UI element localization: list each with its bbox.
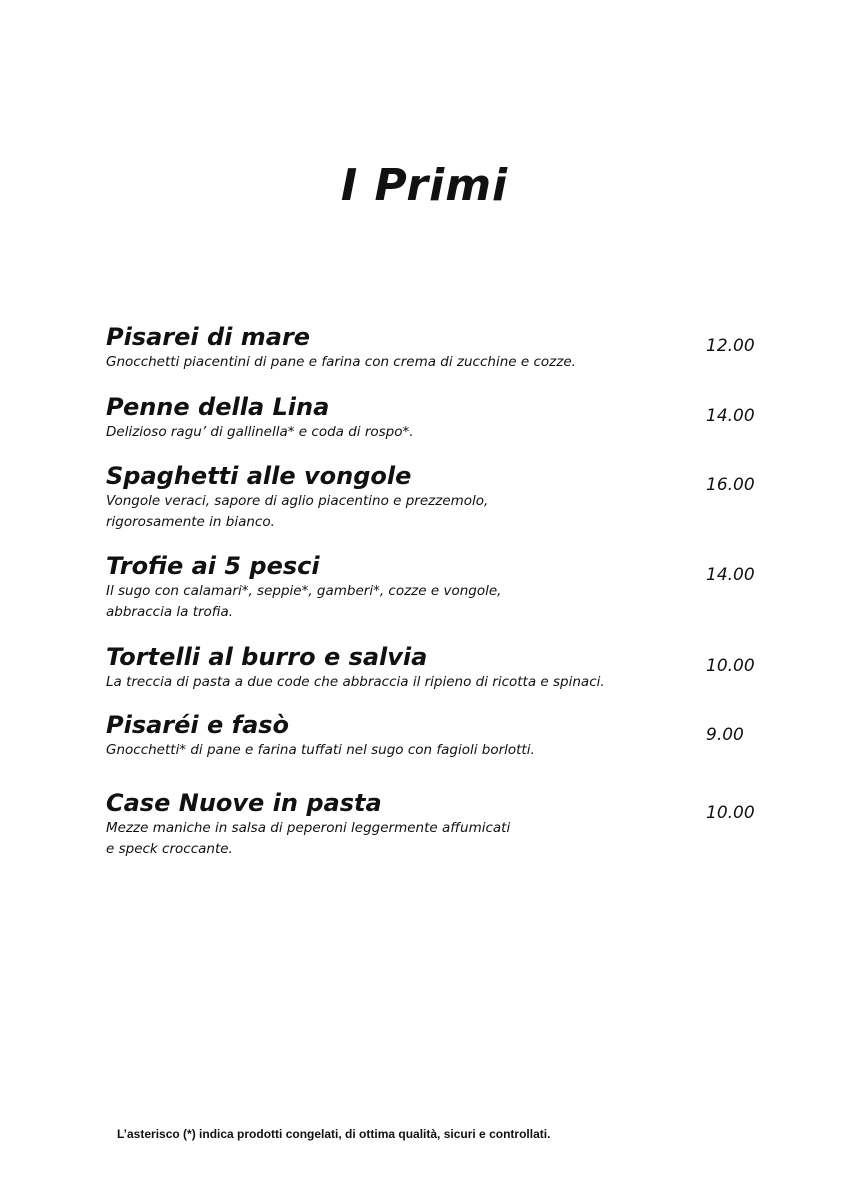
dish-name: Trofie ai 5 pesci (106, 552, 320, 580)
dish-description: Mezze maniche in salsa di peperoni leggermente affumicati e speck croccante. (106, 820, 511, 857)
dish-price: 16.00 (706, 475, 755, 495)
dish-price: 14.00 (706, 565, 755, 585)
dish-description: Vongole veraci, sapore di aglio piacentino e prezzemolo, rigorosamente in bianco. (106, 493, 489, 530)
dish-name: Tortelli al burro e salvia (106, 643, 428, 671)
dish-name: Spaghetti alle vongole (106, 462, 412, 490)
menu-item-pisarei-di-mare (106, 322, 766, 373)
dish-description: La treccia di pasta a due code che abbraccia il ripieno di ricotta e spinaci. (106, 674, 605, 690)
dish-price: 10.00 (706, 803, 755, 823)
dish-description: Delizioso ragu’ di gallinella* e coda di rospo*. (106, 424, 414, 440)
dish-description: Gnocchetti* di pane e farina tuffati nel sugo con fagioli borlotti. (106, 742, 535, 758)
menu-item-case-nuove-in-pasta (106, 788, 766, 860)
dish-description: Il sugo con calamari*, seppie*, gamberi*, cozze e vongole, abbraccia la trofia. (106, 583, 502, 620)
dish-name: Penne della Lina (106, 393, 330, 421)
footnote: L’asterisco (*) indica prodotti congelati, di ottima qualità, sicuri e controllati. (117, 1127, 551, 1141)
dish-price: 10.00 (706, 656, 755, 676)
menu-item-pisarei-e-faso (106, 710, 766, 761)
dish-name: Case Nuove in pasta (106, 789, 382, 817)
menu-item-spaghetti-alle-vongole (106, 461, 766, 533)
dish-price: 12.00 (706, 336, 755, 356)
menu-item-trofie-ai-5-pesci (106, 551, 766, 623)
page-title: I Primi (340, 160, 509, 211)
menu-item-tortelli-al-burro-e-salvia (106, 642, 766, 693)
dish-name: Pisarei di mare (106, 323, 311, 351)
dish-price: 9.00 (706, 725, 744, 745)
dish-price: 14.00 (706, 406, 755, 426)
menu-item-penne-della-lina (106, 392, 766, 443)
dish-description: Gnocchetti piacentini di pane e farina con crema di zucchine e cozze. (106, 354, 576, 370)
dish-name: Pisaréi e fasò (106, 711, 290, 739)
